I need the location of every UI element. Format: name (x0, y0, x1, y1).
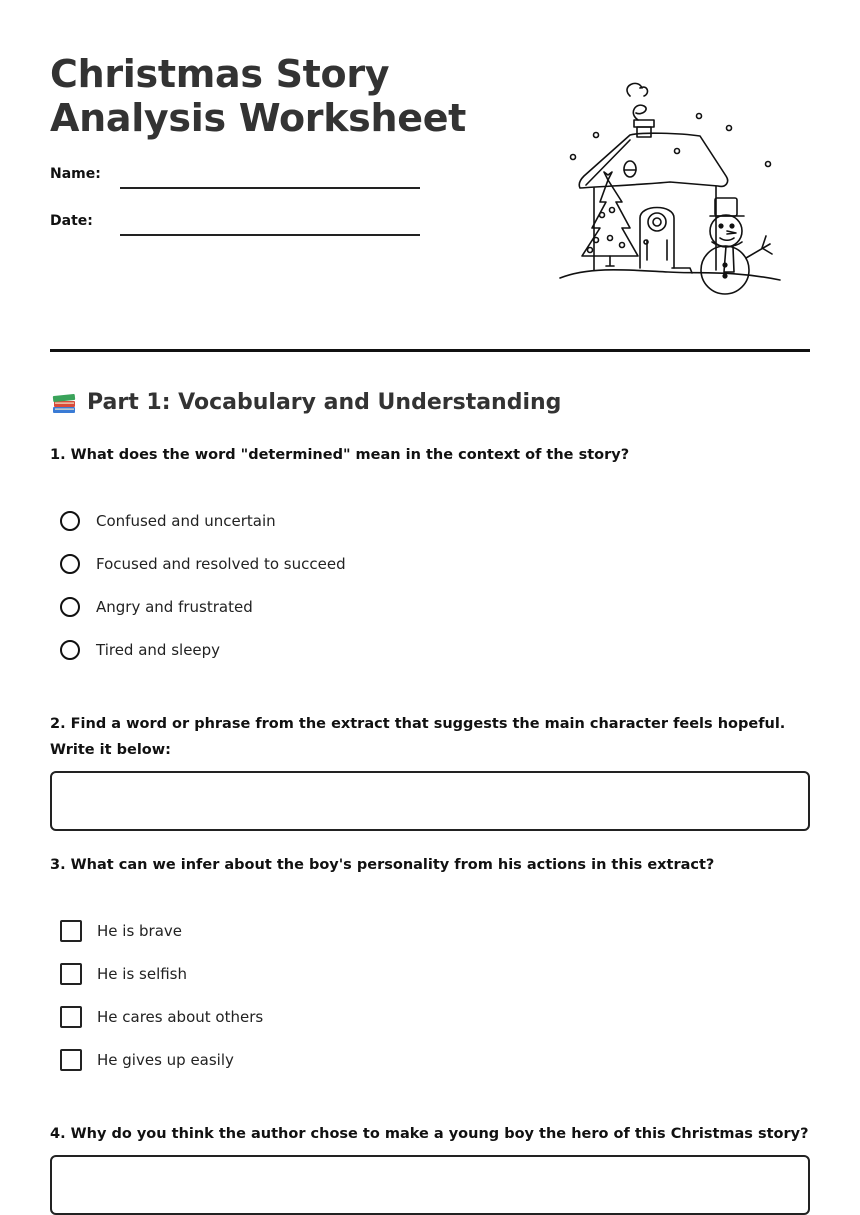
checkbox[interactable] (60, 920, 82, 942)
q4-answer-box[interactable] (50, 1155, 810, 1215)
option-label: Angry and frustrated (96, 598, 253, 616)
q2-answer-box[interactable] (50, 771, 810, 831)
checkbox[interactable] (60, 1049, 82, 1071)
books-icon (50, 389, 78, 417)
q1-option-3[interactable] (60, 597, 253, 617)
q3-option-2[interactable] (60, 963, 187, 985)
part1-heading (50, 388, 561, 418)
option-label: He is brave (97, 922, 183, 940)
date-label: Date: (50, 213, 93, 229)
question-2: 2. Find a word or phrase from the extract that suggests the main character feels hopeful. Write it below: (50, 716, 786, 758)
question-1: 1. What does the word "determined" mean in the context of the story? (50, 447, 630, 463)
date-field[interactable] (120, 234, 420, 236)
q1-option-4[interactable] (60, 640, 220, 660)
name-label: Name: (50, 166, 101, 182)
radio-button[interactable] (60, 640, 80, 660)
worksheet-title (50, 52, 466, 140)
title-line-2: Analysis Worksheet (50, 96, 467, 140)
q1-option-1[interactable] (60, 511, 276, 531)
option-label: He cares about others (97, 1008, 264, 1026)
q3-option-4[interactable] (60, 1049, 234, 1071)
radio-button[interactable] (60, 597, 80, 617)
question-3: 3. What can we infer about the boy's personality from his actions in this extract? (50, 857, 715, 873)
part1-heading-text: Part 1: Vocabulary and Understanding (87, 390, 562, 415)
title-line-1: Christmas Story (50, 52, 390, 96)
radio-button[interactable] (60, 511, 80, 531)
option-label: He gives up easily (97, 1051, 234, 1069)
radio-button[interactable] (60, 554, 80, 574)
option-label: Tired and sleepy (96, 641, 221, 659)
option-label: Focused and resolved to succeed (96, 555, 346, 573)
name-field[interactable] (120, 187, 420, 189)
checkbox[interactable] (60, 1006, 82, 1028)
option-label: He is selfish (97, 965, 188, 983)
q1-option-2[interactable] (60, 554, 346, 574)
question-4: 4. Why do you think the author chose to make a young boy the hero of this Christmas story? (50, 1126, 809, 1142)
q3-option-3[interactable] (60, 1006, 263, 1028)
header-divider (50, 349, 810, 352)
christmas-house-illustration (550, 80, 790, 300)
checkbox[interactable] (60, 963, 82, 985)
option-label: Confused and uncertain (96, 512, 276, 530)
q3-option-1[interactable] (60, 920, 182, 942)
